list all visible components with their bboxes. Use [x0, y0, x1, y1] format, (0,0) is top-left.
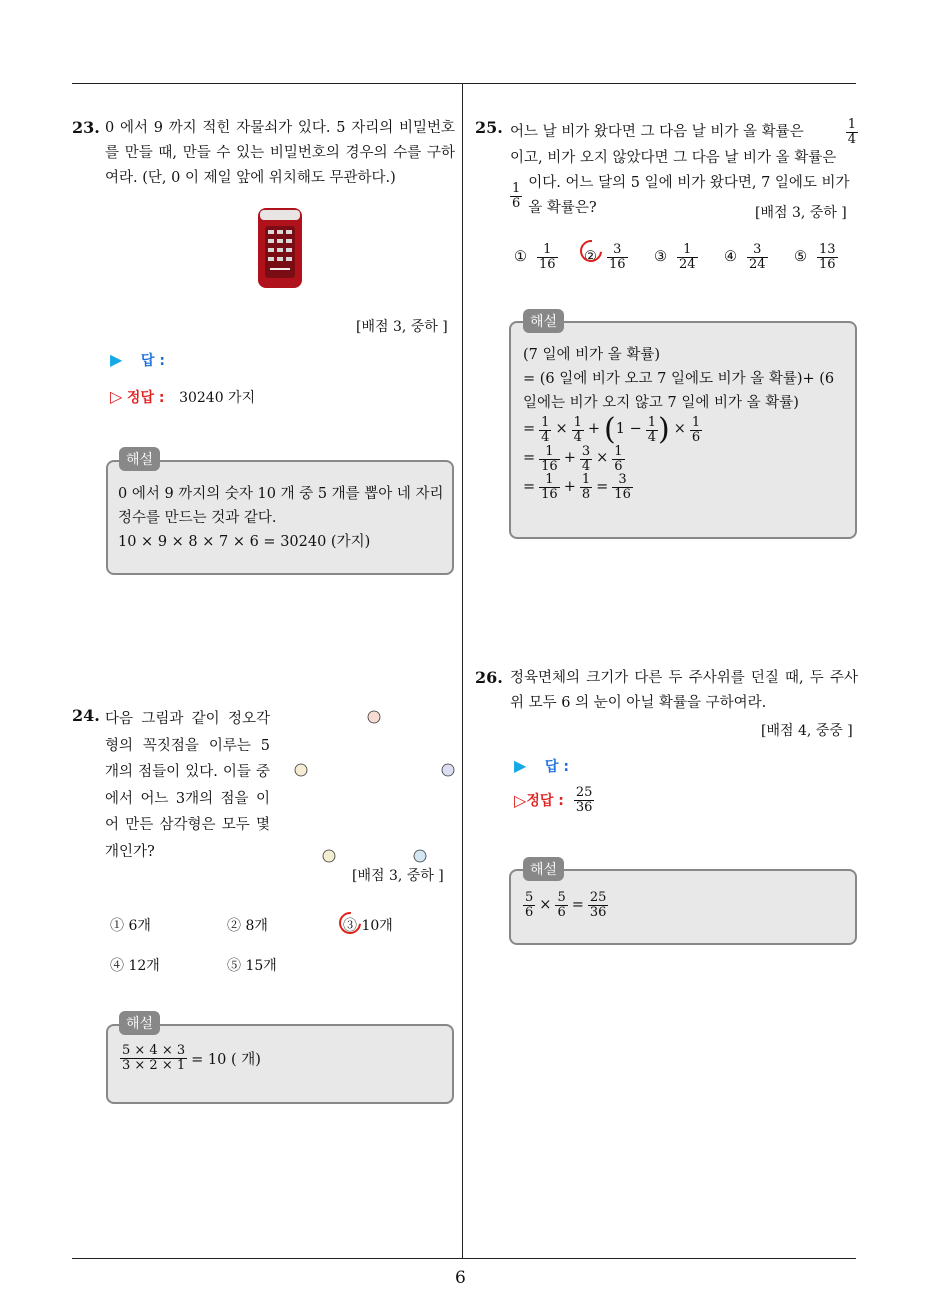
q25-option-4[interactable]: ④ 3 24: [724, 242, 766, 272]
q24-explanation-box: [106, 1024, 454, 1104]
q23-explain-line1: 0 에서 9 까지의 숫자 10 개 중 5 개를 뽑아 네 자리 정수를 만드는 것과 같다.: [118, 486, 444, 526]
q25-explain-l1: (7 일에 비가 올 확률): [523, 347, 661, 363]
q24-option-1[interactable]: ① 6개: [110, 918, 151, 934]
play-icon: ▶: [514, 756, 527, 775]
q23-correct-label: 정답 :: [126, 390, 165, 406]
q25-text-b: 이고, 비가 오지 않았다면 그 다음 날 비가 올 확률은: [510, 150, 837, 167]
q24-explain-result: = 10 ( 개): [191, 1051, 261, 1068]
q24-option-4[interactable]: ④ 12개: [110, 958, 160, 974]
q25-score: [배점 3, 중하 ]: [755, 205, 847, 221]
pentagon-dots-figure: [290, 706, 460, 866]
q26-explain-eq: $\frac{5}{6}$ × $\frac{5}{6}$ = $\frac{25}{36}$: [525, 890, 607, 920]
q25-prob-norain: 1 6: [512, 181, 521, 211]
lock-image: [256, 206, 304, 290]
q23-explain-line2: 10 × 9 × 8 × 7 × 6 = 30240 (가지): [118, 534, 371, 550]
pentagon-dot: [368, 711, 380, 723]
q26-text: 정육면체의 크기가 다른 두 주사위를 던질 때, 두 주사위 모두 6 의 눈이 아닐 확률을 구하여라.: [510, 670, 858, 711]
q25-explain-eq1: = $\frac{1}{4}$ × $\frac{1}{4}$ + ( 1 − 1 4 ) × $\frac{1}{6}$: [523, 412, 701, 447]
q26-score: [배점 4, 중중 ]: [761, 723, 853, 739]
q24-score: [배점 3, 중하 ]: [350, 865, 444, 885]
pentagon-dot: [414, 850, 426, 862]
q25-explain-eq3: = 1 16 + $\frac{1}{8}$ = $\frac{3}{16}$: [523, 472, 631, 502]
q23-explanation-tag: 해설: [119, 447, 160, 471]
play-icon: ▶: [110, 350, 123, 369]
q25-explanation-tag: 해설: [523, 309, 564, 333]
q25-text-a: 어느 날 비가 왔다면 그 다음 날 비가 올 확률은: [510, 123, 804, 140]
q26-correct-label: 정답 :: [526, 793, 564, 810]
q23-number: 23.: [72, 118, 100, 137]
pentagon-dot: [442, 764, 454, 776]
q24-number: 24.: [72, 706, 100, 725]
bottom-rule: [72, 1258, 856, 1259]
q26-correct-value: 25 36: [575, 785, 593, 815]
q24-option-5[interactable]: ⑤ 15개: [227, 958, 277, 974]
q25-option-3[interactable]: ③ 1 24: [654, 242, 696, 272]
q25-prob-rain: 1 4: [847, 117, 856, 147]
pentagon-dot: [295, 764, 307, 776]
q23-text: 0 에서 9 까지 적힌 자물쇠가 있다. 5 자리의 비밀번호를 만들 때, 만들 수 있는 비밀번호의 경우의 수를 구하여라. (단, 0 이 제일 앞에 위치해도 무관하다.): [105, 120, 455, 186]
q24-explain-fraction: $\frac{5 \times 4 \times 3}{3 \times 2 \times 1}$: [122, 1043, 186, 1073]
q25-option-1[interactable]: ① 1 16: [514, 242, 556, 272]
q24-text: 다음 그림과 같이 정오각형의 꼭짓점을 이루는 5 개의 점들이 있다. 이들 중에서 어느 3개의 점을 이어 만든 삼각형은 모두 몇 개인가?: [105, 711, 270, 860]
q25-options: [514, 243, 864, 271]
q26-explanation-tag: 해설: [523, 857, 564, 881]
q25-explain-eq2: = 1 16 + $\frac{3}{4}$ × $\frac{1}{6}$: [523, 444, 623, 474]
q23-answer-row: [110, 350, 165, 370]
q25-explain-l2: = (6 일에 비가 오고 7 일에도 비가 올 확률)+ (6 일에는 비가 오지 않고 7 일에 비가 올 확률): [523, 371, 835, 411]
page-number: 6: [455, 1268, 466, 1288]
q25-number: 25.: [475, 118, 503, 137]
q24-explanation-tag: 해설: [119, 1011, 160, 1035]
q23-correct-value: 30240 가지: [179, 390, 256, 406]
q24-option-2[interactable]: ② 8개: [227, 918, 268, 934]
q25-option-2[interactable]: ② 3 16: [584, 243, 654, 271]
q24-option-3[interactable]: ③ 10개: [343, 918, 393, 934]
q23-score: [배점 3, 중하 ]: [356, 319, 448, 335]
q25-text-c: 이다. 어느 달의 5 일에 비가 왔다면, 7 일에도 비가 올 확률은?: [528, 175, 850, 217]
q26-explanation-box: [509, 869, 857, 945]
q23-explanation-box: [106, 460, 454, 575]
pentagon-dot: [323, 850, 335, 862]
q25-option-5[interactable]: ⑤ 13 16: [794, 242, 836, 272]
q25-explanation-box: [509, 321, 857, 539]
column-divider: [462, 83, 463, 1258]
q23-answer-label: 답 :: [140, 353, 165, 369]
q23-correct-row: [110, 387, 255, 407]
outline-play-icon: ▷: [514, 790, 527, 810]
q26-answer-label: 답 :: [544, 759, 569, 775]
q26-correct-row: [514, 786, 594, 814]
outline-play-icon: ▷: [110, 387, 123, 406]
q26-answer-row: [514, 756, 569, 776]
q26-number: 26.: [475, 668, 503, 687]
top-rule: [72, 83, 856, 84]
